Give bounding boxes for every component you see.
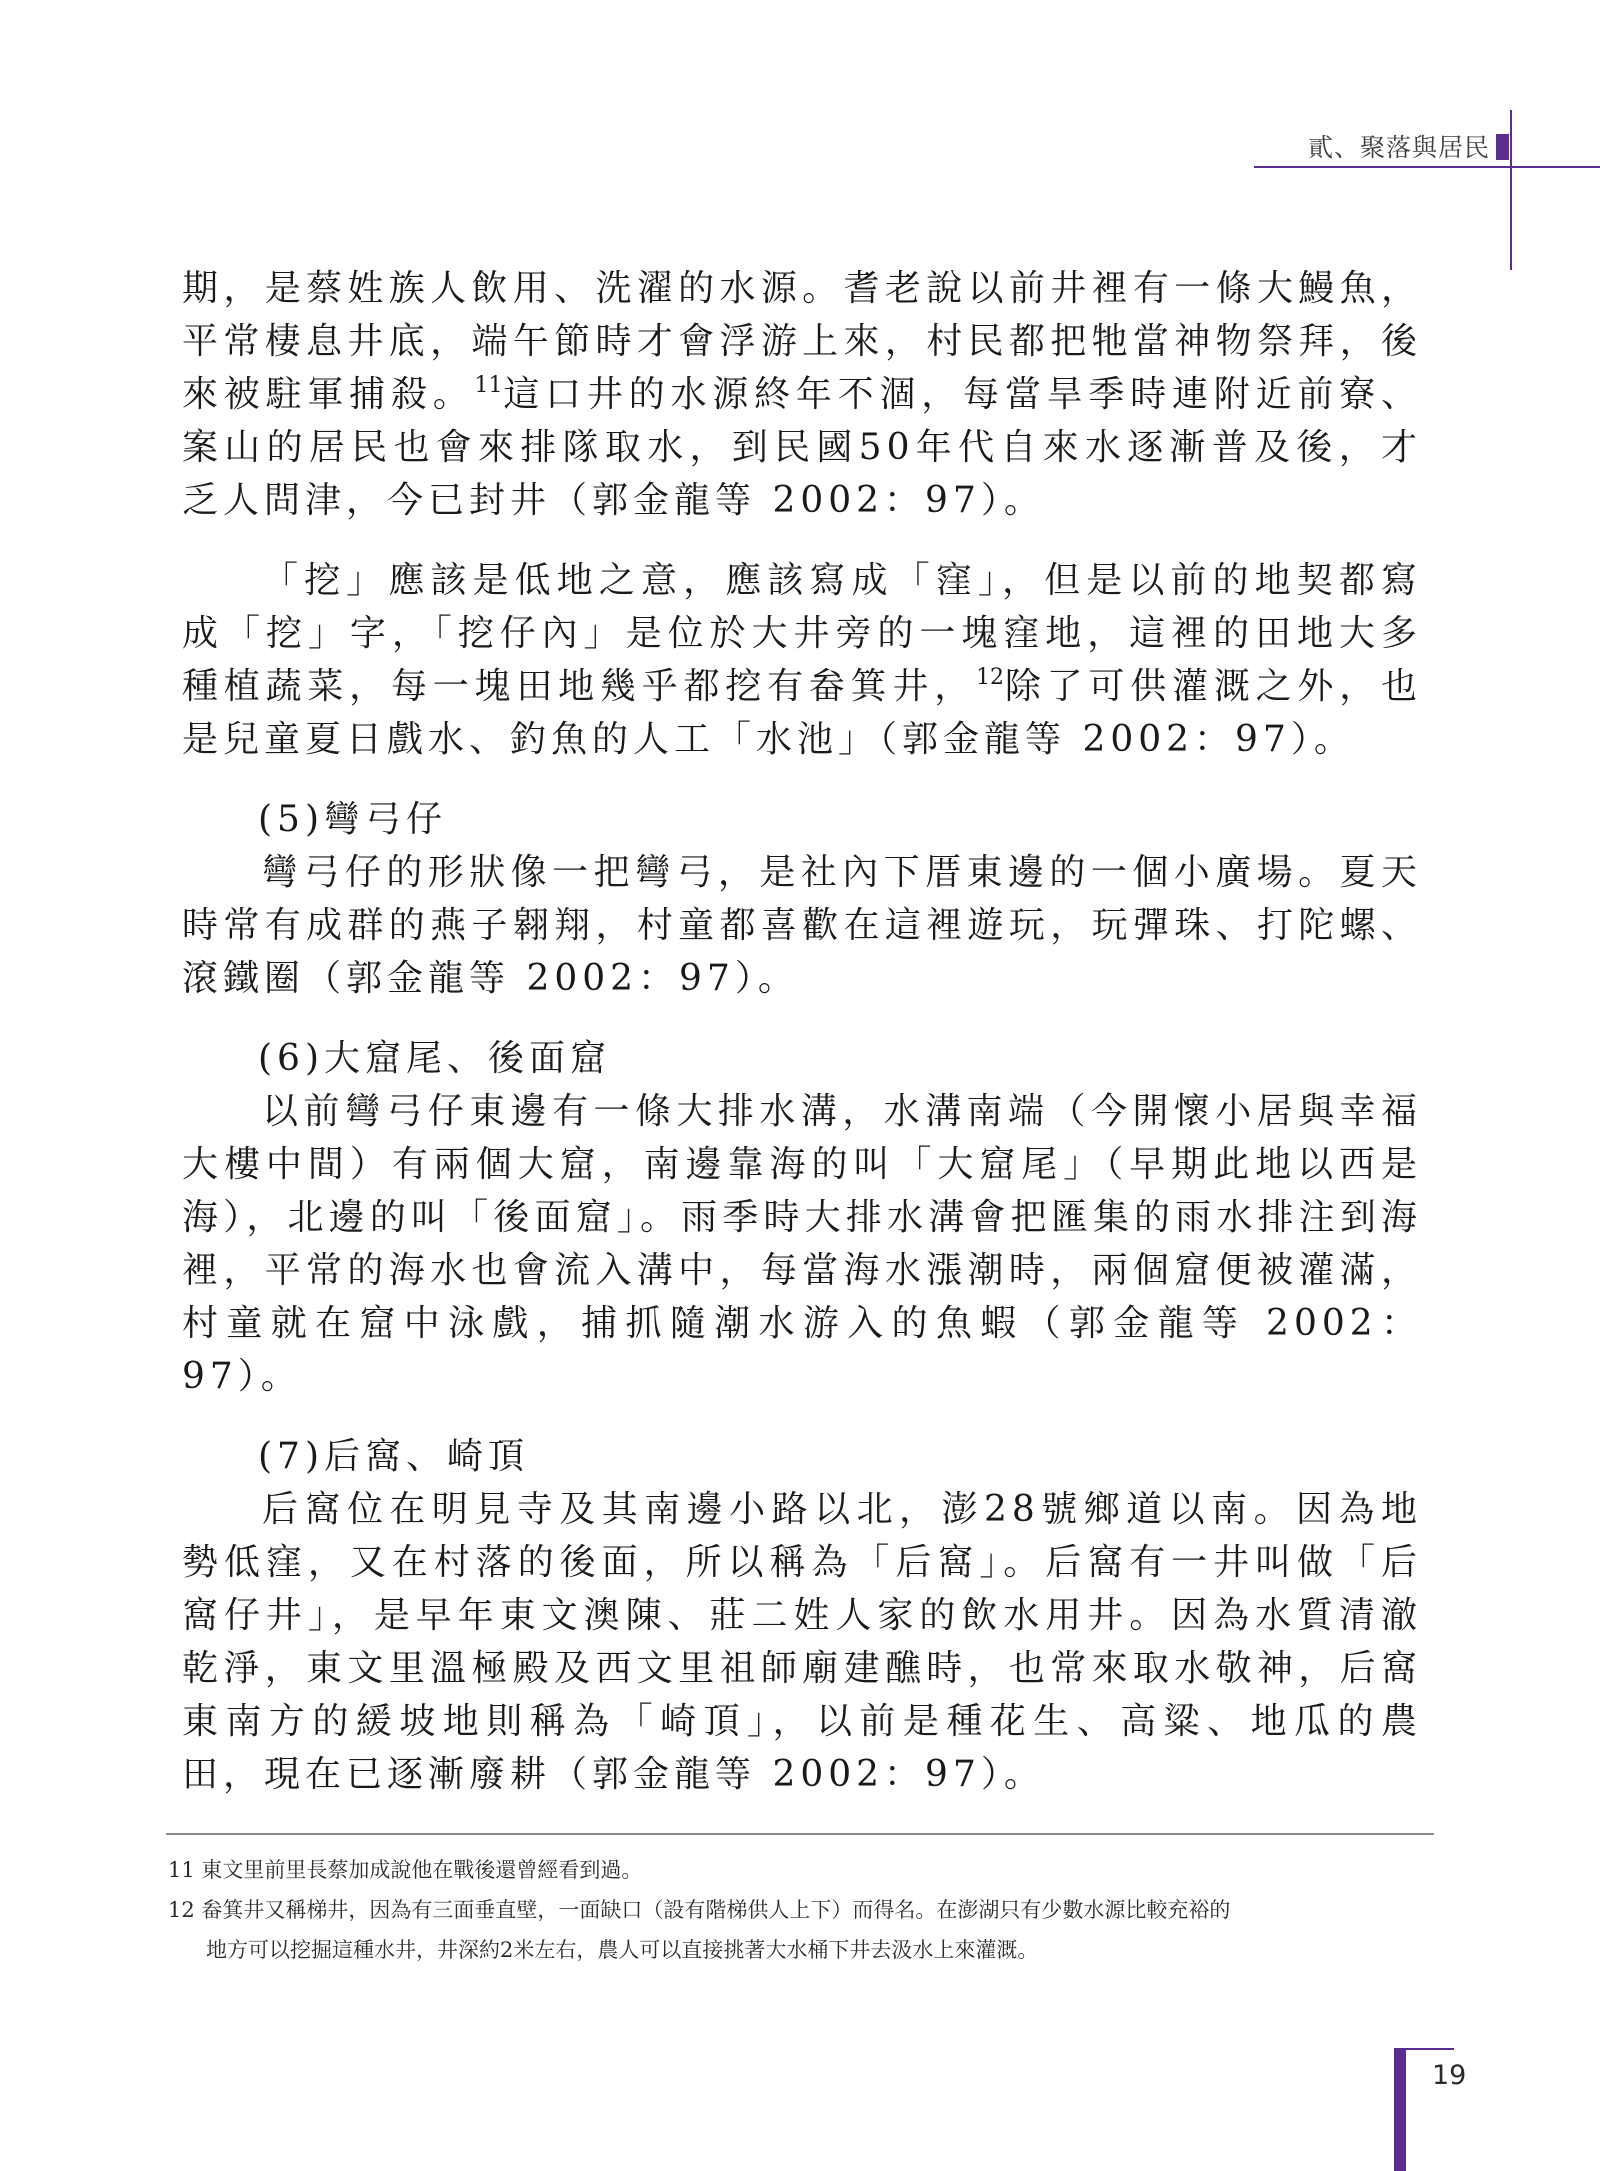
header-marker bbox=[1496, 134, 1509, 160]
paragraph-section-6: 以前彎弓仔東邊有一條大排水溝，水溝南端（今開懷小居與幸福大樓中間）有兩個大窟，南邊靠海的叫「大窟尾」（早期此地以西是海），北邊的叫「後面窟」。雨季時大排水溝會把匯集的雨水排注到海裡，平常的海水也會流入溝中，每當海水漲潮時，兩個窟便被灌滿，村童就在窟中泳戲，捕抓隨潮水游入的魚蝦（郭金龍等 2002：97）。 bbox=[182, 1091, 1422, 1397]
footnote-11: 11 東文里前里長蔡加成說他在戰後還曾經看到過。 bbox=[168, 1858, 643, 1882]
paragraph-well bbox=[182, 262, 1422, 527]
main-text bbox=[182, 262, 1422, 1801]
section-heading-5: (5)彎弓仔 bbox=[258, 799, 447, 840]
paragraph-section-5: 彎弓仔的形狀像一把彎弓，是社內下厝東邊的一個小廣場。夏天時常有成群的燕子翱翔，村童都喜歡在這裡遊玩，玩彈珠、打陀螺、滾鐵圈（郭金龍等 2002：97）。 bbox=[182, 852, 1422, 999]
footnote-ref-12[interactable]: 12 bbox=[976, 665, 1005, 690]
page-number: 19 bbox=[1432, 2060, 1467, 2091]
paragraph-text: 這口井的水源終年不涸，每當旱季時連附近前寮、案山的居民也會來排隊取水，到民國50年代自來水逐漸普及後，才乏人問津，今已封井（郭金龍等 2002：97）。 bbox=[182, 374, 1422, 521]
running-header: 貳、聚落與居民 bbox=[1307, 133, 1490, 162]
paragraph-section-7: 后窩位在明見寺及其南邊小路以北，澎28號鄉道以南。因為地勢低窪，又在村落的後面，所以稱為「后窩」。后窩有一井叫做「后窩仔井」，是早年東文澳陳、莊二姓人家的飲水用井。因為水質清澈乾淨，東文里溫極殿及西文里祖師廟建醮時，也常來取水敬神，后窩東南方的緩坡地則稱為「崎頂」，以前是種花生、高粱、地瓜的農田，現在已逐漸廢耕（郭金龍等 2002：97）。 bbox=[182, 1489, 1422, 1795]
section-heading-7: (7)后窩、崎頂 bbox=[258, 1436, 529, 1477]
footnote-12: 12 畚箕井又稱梯井，因為有三面垂直壁，一面缺口（設有階梯供人上下）而得名。在澎湖只有少數水源比較充裕的 bbox=[168, 1898, 1231, 1922]
page-number-bar bbox=[1394, 2050, 1406, 2171]
header-vertical-rule bbox=[1510, 110, 1512, 270]
paragraph-wa bbox=[182, 554, 1422, 766]
paragraph-text: 期，是蔡姓族人飲用、洗濯的水源。耆老說以前井裡有一條大鰻魚，平常棲息井底，端午節時才會浮游上來，村民都把牠當神物祭拜，後來被駐軍捕殺。 bbox=[182, 268, 1422, 415]
section-heading-6: (6)大窟尾、後面窟 bbox=[258, 1038, 611, 1079]
paragraph-text: 除了可供灌溉之外，也是兒童夏日戲水、釣魚的人工「水池」（郭金龍等 2002：97）。 bbox=[182, 666, 1422, 760]
footnote-ref-11[interactable]: 11 bbox=[474, 373, 503, 398]
footnotes bbox=[168, 1850, 1418, 1970]
paragraph-text: 「挖」應該是低地之意，應該寫成「窪」，但是以前的地契都寫成「挖」字，「挖仔內」是位於大井旁的一塊窪地，這裡的田地大多種植蔬菜，每一塊田地幾乎都挖有畚箕井， bbox=[182, 560, 1422, 707]
header-rule bbox=[1254, 166, 1600, 168]
footnote-divider bbox=[166, 1833, 1434, 1835]
footnote-12-continued: 地方可以挖掘這種水井，井深約2米左右，農人可以直接挑著大水桶下井去汲水上來灌溉。 bbox=[206, 1938, 1039, 1962]
